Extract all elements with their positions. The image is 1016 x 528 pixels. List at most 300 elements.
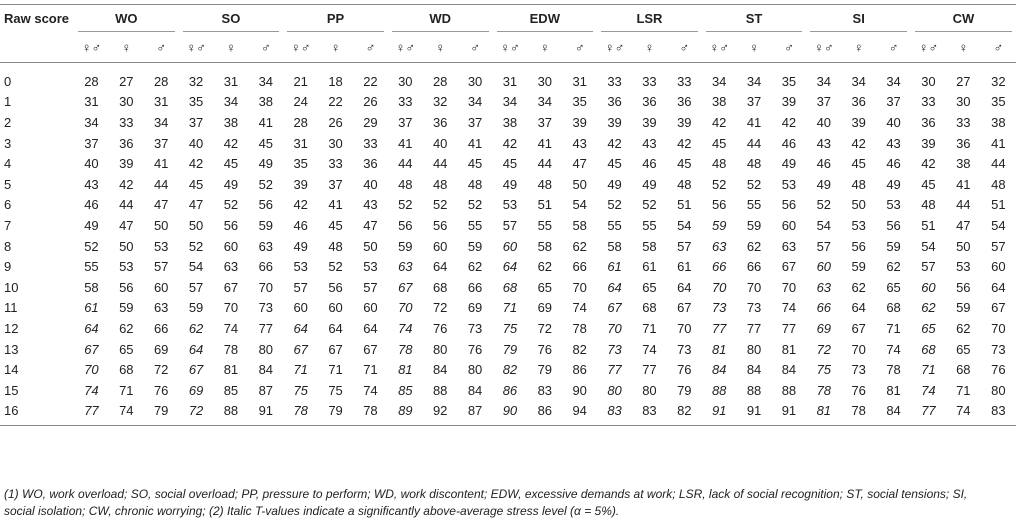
table-cell: 57 — [921, 259, 936, 275]
raw-score-cell: 1 — [4, 94, 12, 110]
subheader-wo-male: ♂ — [156, 39, 167, 55]
table-cell: 67 — [851, 320, 866, 336]
table-cell: 91 — [258, 403, 274, 419]
table-cell: 42 — [781, 114, 797, 130]
table-cell: 39 — [572, 114, 587, 130]
table-cell: 52 — [188, 238, 204, 254]
group-header-st — [702, 5, 807, 33]
table-cell: 66 — [816, 300, 832, 316]
table-cell: 34 — [746, 73, 762, 89]
raw-score-cell: 15 — [4, 382, 19, 398]
table-cell: 34 — [502, 94, 518, 110]
table-cell: 59 — [746, 217, 762, 233]
table-cell: 71 — [293, 362, 308, 378]
table-cell: 59 — [886, 238, 901, 254]
group-header-si — [806, 5, 911, 33]
table-cell: 84 — [432, 362, 448, 378]
group-header-pp — [283, 5, 388, 33]
table-cell: 87 — [258, 382, 274, 398]
table-cell: 38 — [711, 94, 727, 110]
table-cell: 60 — [921, 279, 936, 295]
table-cell: 44 — [956, 197, 971, 213]
table-cell: 60 — [781, 217, 797, 233]
table-cell: 21 — [293, 73, 308, 89]
table-cell: 48 — [711, 156, 727, 172]
subheader-st-male: ♂ — [784, 39, 794, 55]
table-cell: 54 — [991, 217, 1006, 233]
table-row — [0, 112, 1016, 133]
table-cell: 47 — [188, 197, 204, 213]
table-cell: 45 — [711, 135, 727, 151]
table-cell: 78 — [398, 341, 413, 357]
table-cell: 34 — [153, 114, 169, 130]
table-cell: 79 — [677, 382, 692, 398]
table-cell: 70 — [781, 279, 797, 295]
table-cell: 74 — [84, 382, 99, 398]
table-cell: 33 — [363, 135, 378, 151]
table-row — [0, 153, 1016, 174]
table-cell: 70 — [677, 320, 692, 336]
subheader-cw-female: ♀ — [958, 39, 969, 55]
table-cell: 33 — [328, 156, 343, 172]
table-cell: 41 — [991, 135, 1006, 151]
table-cell: 49 — [642, 176, 657, 192]
table-cell: 70 — [398, 300, 413, 316]
table-cell: 47 — [153, 197, 169, 213]
table-cell: 84 — [781, 362, 797, 378]
table-cell: 56 — [432, 217, 448, 233]
table-cell: 43 — [363, 197, 378, 213]
table-cell: 64 — [851, 300, 866, 316]
table-cell: 43 — [642, 135, 657, 151]
table-cell: 49 — [816, 176, 832, 192]
table-cell: 56 — [328, 279, 343, 295]
table-cell: 88 — [746, 382, 762, 398]
table-cell: 35 — [188, 94, 204, 110]
raw-score-cell: 7 — [4, 217, 12, 233]
table-cell: 77 — [642, 362, 657, 378]
table-cell: 64 — [84, 320, 99, 336]
subheader-lsr-female: ♀ — [644, 39, 655, 55]
table-cell: 78 — [363, 403, 378, 419]
table-cell: 84 — [711, 362, 727, 378]
table-cell: 46 — [886, 156, 901, 172]
table-cell: 49 — [84, 217, 99, 233]
table-cell: 43 — [886, 135, 901, 151]
table-cell: 28 — [153, 73, 169, 89]
table-cell: 32 — [188, 73, 204, 89]
table-cell: 56 — [711, 197, 727, 213]
group-header-label: ST — [706, 5, 803, 32]
table-cell: 31 — [84, 94, 99, 110]
table-cell: 81 — [398, 362, 413, 378]
table-cell: 54 — [188, 259, 204, 275]
raw-score-subheader-empty — [0, 32, 74, 63]
table-cell: 42 — [711, 114, 727, 130]
table-cell: 70 — [991, 320, 1006, 336]
table-cell: 36 — [119, 135, 134, 151]
table-cell: 29 — [363, 114, 378, 130]
group-header-label: CW — [915, 5, 1012, 32]
table-cell: 44 — [119, 197, 134, 213]
table-cell: 70 — [607, 320, 622, 336]
table-cell: 36 — [642, 94, 657, 110]
table-cell: 52 — [467, 197, 483, 213]
table-cell: 75 — [502, 320, 518, 336]
table-cell: 59 — [711, 217, 727, 233]
table-cell: 41 — [467, 135, 483, 151]
table-cell: 81 — [223, 362, 239, 378]
table-cell: 68 — [886, 300, 901, 316]
group-header-label: PP — [287, 5, 384, 32]
raw-score-cell: 8 — [4, 238, 12, 254]
table-cell: 83 — [607, 403, 622, 419]
table-cell: 91 — [746, 403, 762, 419]
table-cell: 75 — [328, 382, 343, 398]
table-cell: 74 — [119, 403, 134, 419]
table-cell: 42 — [223, 135, 239, 151]
table-cell: 50 — [572, 176, 587, 192]
table-cell: 50 — [956, 238, 971, 254]
table-cell: 81 — [781, 341, 797, 357]
table-cell: 37 — [816, 94, 832, 110]
table-cell: 52 — [84, 238, 99, 254]
table-body — [0, 71, 1016, 426]
subheader-cw-male: ♂ — [993, 39, 1004, 55]
table-cell: 67 — [677, 300, 692, 316]
table-row — [0, 215, 1016, 236]
table-cell: 42 — [851, 135, 866, 151]
table-cell: 57 — [363, 279, 378, 295]
table-cell: 39 — [677, 114, 692, 130]
table-cell: 68 — [432, 279, 448, 295]
table-cell: 69 — [188, 382, 204, 398]
table-cell: 71 — [921, 362, 936, 378]
table-cell: 67 — [363, 341, 378, 357]
table-cell: 74 — [886, 341, 901, 357]
table-cell: 64 — [677, 279, 692, 295]
table-cell: 75 — [816, 362, 832, 378]
group-header-cw — [911, 5, 1016, 33]
table-cell: 85 — [398, 382, 413, 398]
table-cell: 57 — [677, 238, 692, 254]
table-row — [0, 380, 1016, 401]
table-cell: 86 — [537, 403, 553, 419]
table-cell: 41 — [537, 135, 553, 151]
table-cell: 81 — [886, 382, 901, 398]
table-cell: 66 — [467, 279, 483, 295]
table-cell: 44 — [153, 176, 169, 192]
table-cell: 48 — [921, 197, 936, 213]
table-cell: 39 — [851, 114, 866, 130]
table-cell: 52 — [746, 176, 762, 192]
table-cell: 47 — [956, 217, 971, 233]
table-cell: 80 — [746, 341, 762, 357]
table-cell: 60 — [293, 300, 308, 316]
table-cell: 28 — [293, 114, 308, 130]
table-cell: 39 — [607, 114, 622, 130]
table-cell: 67 — [781, 259, 797, 275]
table-cell: 59 — [258, 217, 274, 233]
table-cell: 30 — [119, 94, 134, 110]
table-cell: 40 — [84, 156, 99, 172]
table-cell: 64 — [188, 341, 204, 357]
table-cell: 78 — [816, 382, 832, 398]
table-cell: 37 — [328, 176, 343, 192]
table-cell: 45 — [188, 176, 204, 192]
table-cell: 63 — [258, 238, 274, 254]
table-cell: 46 — [84, 197, 99, 213]
table-cell: 47 — [572, 156, 587, 172]
table-cell: 56 — [119, 279, 134, 295]
table-cell: 55 — [607, 217, 622, 233]
table-cell: 44 — [746, 135, 762, 151]
table-cell: 27 — [956, 73, 971, 89]
table-cell: 52 — [607, 197, 622, 213]
table-cell: 94 — [572, 403, 587, 419]
subheader-pp-male: ♂ — [365, 39, 376, 55]
table-cell: 31 — [572, 73, 587, 89]
table-cell: 51 — [677, 197, 692, 213]
table-row — [0, 339, 1016, 360]
table-cell: 77 — [84, 403, 99, 419]
table-cell: 37 — [467, 114, 483, 130]
table-cell: 77 — [746, 320, 762, 336]
table-cell: 43 — [84, 176, 99, 192]
table-cell: 54 — [921, 238, 936, 254]
table-cell: 67 — [188, 362, 204, 378]
table-cell: 84 — [258, 362, 274, 378]
table-cell: 60 — [328, 300, 343, 316]
table-cell: 74 — [781, 300, 797, 316]
table-cell: 52 — [816, 197, 832, 213]
table-cell: 45 — [677, 156, 692, 172]
table-cell: 59 — [398, 238, 413, 254]
table-cell: 40 — [816, 114, 832, 130]
table-cell: 45 — [851, 156, 866, 172]
table-header — [0, 5, 1016, 63]
table-cell: 39 — [642, 114, 657, 130]
table-row — [0, 92, 1016, 113]
table-cell: 69 — [467, 300, 483, 316]
table-cell: 62 — [956, 320, 971, 336]
raw-score-cell: 0 — [4, 73, 12, 89]
table-cell: 62 — [572, 238, 587, 254]
table-cell: 71 — [119, 382, 134, 398]
table-cell: 41 — [398, 135, 413, 151]
raw-score-cell: 11 — [4, 300, 18, 316]
table-cell: 49 — [781, 156, 797, 172]
table-cell: 57 — [293, 279, 308, 295]
table-cell: 68 — [502, 279, 518, 295]
table-cell: 26 — [328, 114, 343, 130]
table-cell: 66 — [711, 259, 727, 275]
table-cell: 77 — [921, 403, 936, 419]
table-cell: 43 — [816, 135, 832, 151]
table-cell: 38 — [258, 94, 274, 110]
table-cell: 63 — [711, 238, 727, 254]
table-cell: 55 — [746, 197, 762, 213]
table-cell: 87 — [467, 403, 483, 419]
table-cell: 53 — [886, 197, 901, 213]
table-cell: 37 — [746, 94, 762, 110]
table-cell: 83 — [991, 403, 1006, 419]
table-cell: 55 — [642, 217, 657, 233]
table-cell: 70 — [851, 341, 866, 357]
table-cell: 43 — [572, 135, 587, 151]
table-cell: 44 — [537, 156, 553, 172]
table-cell: 63 — [223, 259, 239, 275]
table-cell: 34 — [886, 73, 901, 89]
table-cell: 52 — [398, 197, 413, 213]
table-cell: 36 — [851, 94, 866, 110]
table-cell: 46 — [642, 156, 657, 172]
table-cell: 48 — [677, 176, 692, 192]
table-cell: 65 — [921, 320, 936, 336]
table-cell: 40 — [363, 176, 378, 192]
table-cell: 33 — [956, 114, 971, 130]
table-cell: 88 — [711, 382, 727, 398]
table-cell: 40 — [188, 135, 204, 151]
table-cell: 55 — [467, 217, 483, 233]
table-cell: 41 — [153, 156, 169, 172]
table-row — [0, 318, 1016, 339]
table-cell: 84 — [467, 382, 483, 398]
table-cell: 31 — [223, 73, 239, 89]
table-cell: 27 — [119, 73, 134, 89]
raw-score-header: Raw score — [0, 5, 74, 33]
table-cell: 73 — [677, 341, 692, 357]
raw-score-cell: 14 — [4, 362, 19, 378]
table-cell: 31 — [293, 135, 308, 151]
table-cell: 57 — [502, 217, 518, 233]
table-cell: 59 — [119, 300, 134, 316]
table-cell: 82 — [572, 341, 587, 357]
table-cell: 76 — [991, 362, 1006, 378]
table-cell: 36 — [607, 94, 622, 110]
table-cell: 36 — [432, 114, 448, 130]
table-cell: 50 — [851, 197, 866, 213]
table-cell: 77 — [607, 362, 622, 378]
table-row — [0, 298, 1016, 319]
table-cell: 33 — [607, 73, 622, 89]
table-cell: 30 — [956, 94, 971, 110]
table-cell: 40 — [886, 114, 901, 130]
table-cell: 78 — [572, 320, 587, 336]
table-cell: 67 — [398, 279, 413, 295]
table-cell: 55 — [537, 217, 553, 233]
table-cell: 76 — [153, 382, 169, 398]
table-cell: 58 — [607, 238, 622, 254]
subheader-wo-female: ♀ — [121, 39, 132, 55]
table-cell: 63 — [816, 279, 832, 295]
table-cell: 54 — [572, 197, 587, 213]
table-cell: 86 — [502, 382, 518, 398]
table-cell: 59 — [188, 300, 204, 316]
footnote-line-1: (1) WO, work overload; SO, social overload; PP, pressure to perform; WD, work discontent; EDW, excessive demands at work; LSR, lack of social recognition; ST, social tensions; SI, — [4, 487, 968, 501]
table-cell: 42 — [293, 197, 308, 213]
subheader-wd-male: ♂ — [470, 39, 480, 55]
table-cell: 74 — [956, 403, 971, 419]
table-cell: 26 — [363, 94, 378, 110]
table-cell: 47 — [363, 217, 378, 233]
table-cell: 45 — [607, 156, 622, 172]
group-header-wo — [74, 5, 179, 33]
table-cell: 31 — [153, 94, 169, 110]
table-cell: 53 — [363, 259, 378, 275]
table-cell: 52 — [223, 197, 239, 213]
table-cell: 52 — [328, 259, 343, 275]
table-cell: 80 — [607, 382, 622, 398]
table-cell: 48 — [398, 176, 413, 192]
table-cell: 74 — [572, 300, 587, 316]
table-cell: 60 — [153, 279, 169, 295]
table-cell: 77 — [781, 320, 797, 336]
table-cell: 59 — [851, 259, 866, 275]
table-cell: 48 — [432, 176, 448, 192]
table-cell: 59 — [467, 238, 483, 254]
table-cell: 84 — [746, 362, 762, 378]
table-cell: 38 — [223, 114, 239, 130]
table-cell: 70 — [84, 362, 99, 378]
table-cell: 64 — [502, 259, 518, 275]
table-cell: 83 — [537, 382, 553, 398]
table-cell: 55 — [84, 259, 99, 275]
group-header-label: SO — [183, 5, 280, 32]
table-cell: 64 — [363, 320, 378, 336]
table-footnote — [4, 486, 1012, 520]
table-cell: 89 — [398, 403, 413, 419]
table-cell: 61 — [642, 259, 657, 275]
table-cell: 77 — [711, 320, 727, 336]
table-cell: 37 — [537, 114, 553, 130]
footnote-line-2: social isolation; CW, chronic worrying; (2) Italic T-values indicate a significantly above-average stress level (α = 5%). — [4, 504, 620, 518]
table-cell: 77 — [258, 320, 274, 336]
table-cell: 37 — [188, 114, 204, 130]
table-cell: 53 — [502, 197, 518, 213]
table-cell: 45 — [921, 176, 936, 192]
table-cell: 62 — [119, 320, 134, 336]
table-cell: 45 — [502, 156, 518, 172]
raw-score-cell: 12 — [4, 320, 19, 336]
table-cell: 73 — [991, 341, 1006, 357]
table-cell: 34 — [537, 94, 553, 110]
subheader-cw-both: ♀♂ — [918, 39, 939, 55]
table-cell: 56 — [258, 197, 274, 213]
group-header-wd — [388, 5, 493, 33]
table-cell: 32 — [991, 73, 1006, 89]
table-cell: 76 — [677, 362, 692, 378]
table-cell: 71 — [956, 382, 971, 398]
raw-score-cell: 3 — [4, 135, 12, 151]
table-cell: 39 — [921, 135, 936, 151]
table-cell: 72 — [432, 300, 448, 316]
table-cell: 59 — [956, 300, 971, 316]
table-cell: 54 — [677, 217, 692, 233]
table-cell: 70 — [223, 300, 239, 316]
table-cell: 34 — [223, 94, 239, 110]
table-cell: 41 — [956, 176, 971, 192]
group-header-label: SI — [810, 5, 907, 32]
table-cell: 42 — [677, 135, 692, 151]
table-cell: 34 — [467, 94, 483, 110]
table-cell: 74 — [398, 320, 413, 336]
subheader-pp-both: ♀♂ — [290, 39, 311, 55]
subheader-si-male: ♂ — [888, 39, 899, 55]
table-cell: 41 — [746, 114, 762, 130]
table-cell: 67 — [991, 300, 1006, 316]
table-cell: 56 — [398, 217, 413, 233]
